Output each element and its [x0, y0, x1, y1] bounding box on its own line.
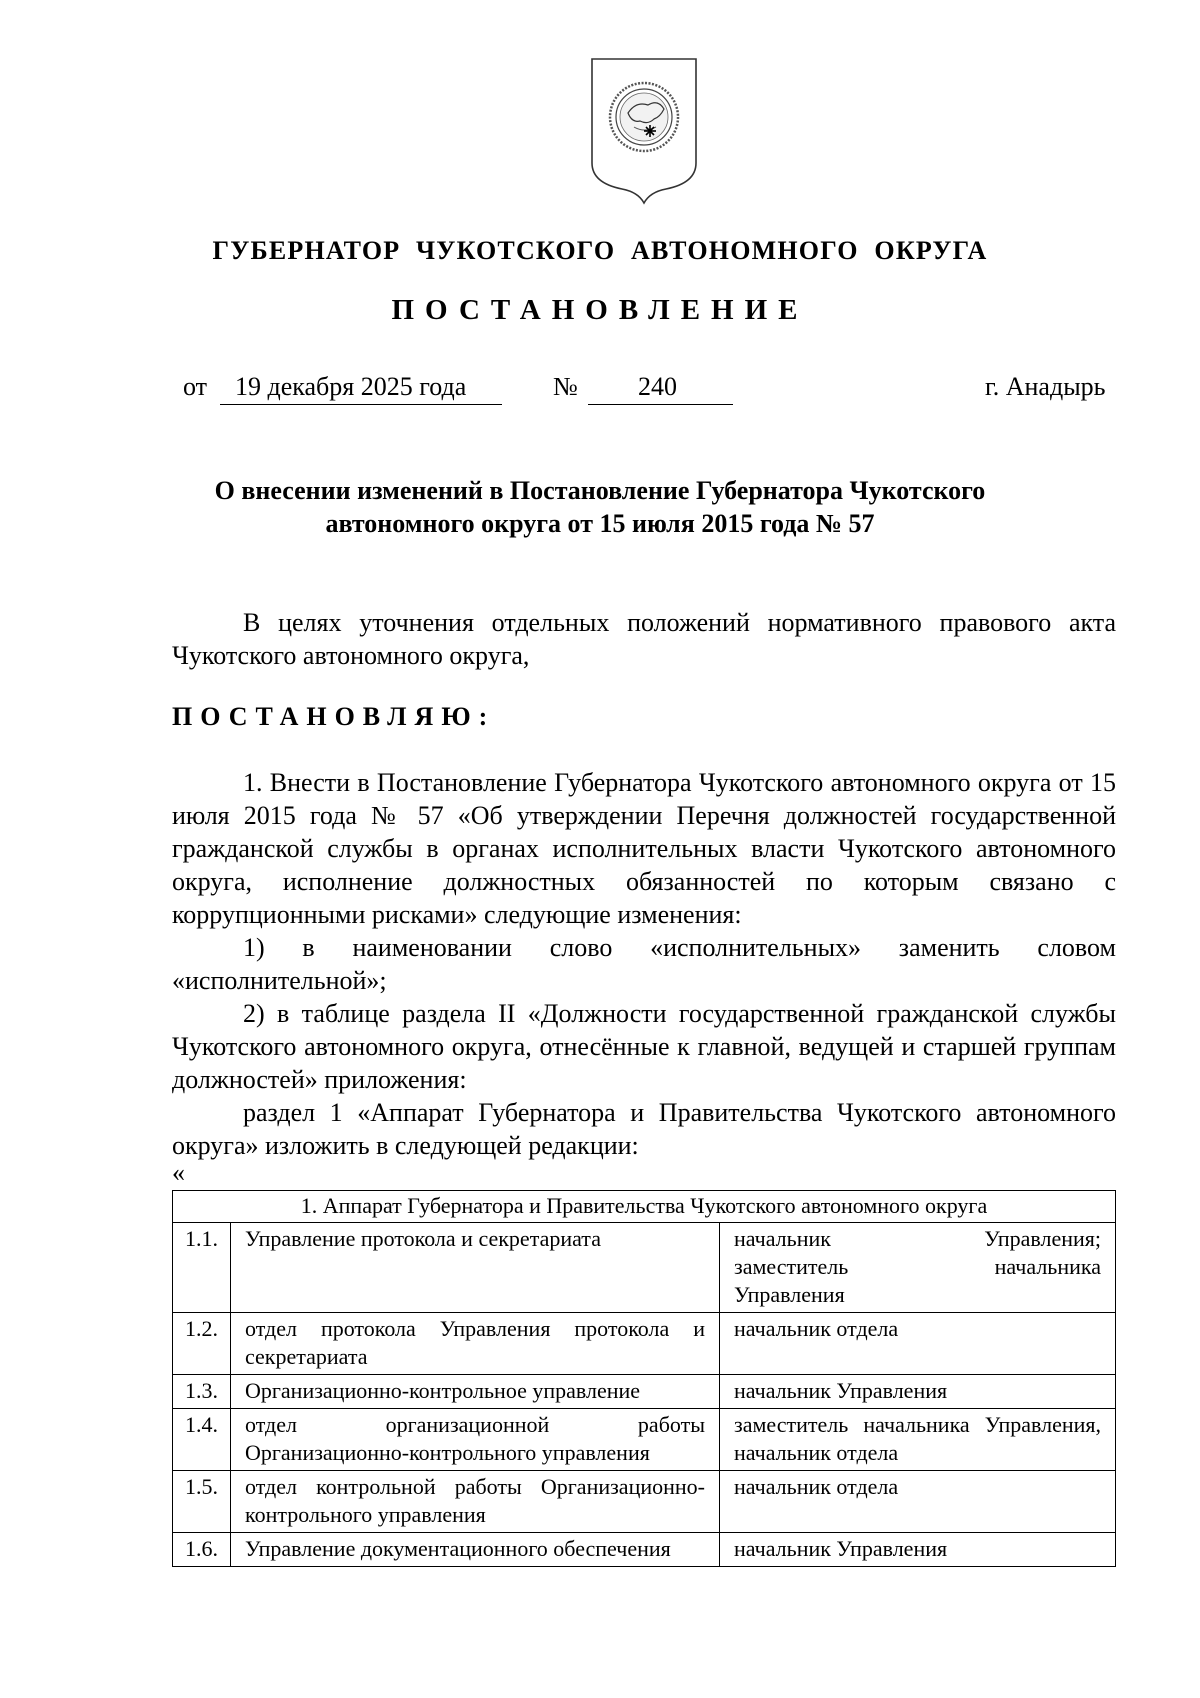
row-number: 1.2.: [173, 1313, 231, 1375]
document-date: 19 декабря 2025 года: [235, 372, 467, 401]
positions-table: [172, 1190, 1116, 1567]
subitem-3: раздел 1 «Аппарат Губернатора и Правительства Чукотского автономного округа» изложить в следующей редакции:: [172, 1098, 1116, 1160]
decree-word: ПОСТАНОВЛЯЮ:: [172, 702, 496, 731]
positions-line: начальник Управления;: [734, 1226, 1101, 1251]
positions-source: [734, 1309, 735, 1310]
item-1: 1. Внести в Постановление Губернатора Чукотского автономного округа от 15 июля 2015 года № 57 «Об утверждении Перечня должностей государственной гражданской службы в органах исполнительных власти Чукотского автономного округа, исполнение должностных обязанностей по которым связано с коррупционными рисками» следующие изменения:: [172, 768, 1116, 929]
table-row: [173, 1409, 1116, 1471]
subitem-2: 2) в таблице раздела II «Должности государственной гражданской службы Чукотского автономного округа, отнесённые к главной, ведущей и старшей группам должностей» приложения:: [172, 999, 1116, 1094]
table-row: [173, 1471, 1116, 1533]
positions-cell: начальник отдела: [720, 1471, 1116, 1533]
table-row: [173, 1223, 1116, 1313]
row-number: 1.5.: [173, 1471, 231, 1533]
city: г. Анадырь: [985, 372, 1106, 401]
unit-name: отдел протокола Управления протокола и секретариата: [231, 1313, 720, 1375]
open-quote: «: [172, 1158, 185, 1187]
date-underline: [220, 404, 502, 405]
preamble: В целях уточнения отдельных положений нормативного правового акта Чукотского автономного округа,: [172, 608, 1116, 670]
row-number: 1.1.: [173, 1223, 231, 1313]
table-row: [173, 1375, 1116, 1409]
document-subject: [150, 474, 1050, 540]
issuing-authority: ГУБЕРНАТОР ЧУКОТСКОГО АВТОНОМНОГО ОКРУГА: [212, 236, 988, 265]
date-label: от: [183, 372, 208, 401]
dateline: [0, 372, 1200, 406]
document-number: 240: [638, 372, 677, 401]
table-title-row: [173, 1191, 1116, 1223]
number-label: №: [553, 372, 578, 401]
positions-cell: начальник Управления: [720, 1533, 1116, 1567]
positions-cell: заместитель начальника Управления, начальник отдела: [720, 1409, 1116, 1471]
row-number: 1.3.: [173, 1375, 231, 1409]
positions-line: заместитель начальника: [734, 1254, 1101, 1279]
document-type: ПОСТАНОВЛЕНИЕ: [391, 294, 809, 326]
unit-name: отдел организационной работы Организационно-контрольного управления: [231, 1409, 720, 1471]
positions-cell: начальник Управления: [720, 1375, 1116, 1409]
positions-line: Управления: [734, 1282, 845, 1307]
table-title: 1. Аппарат Губернатора и Правительства Чукотского автономного округа: [173, 1191, 1116, 1223]
positions-cell: начальник отдела: [720, 1313, 1116, 1375]
table-row: [173, 1533, 1116, 1567]
table-row: [173, 1313, 1116, 1375]
subject-line-1: О внесении изменений в Постановление Губернатора Чукотского: [214, 476, 986, 505]
positions-cell: [720, 1223, 1116, 1313]
unit-name: Управление протокола и секретариата: [231, 1223, 720, 1313]
row-number: 1.6.: [173, 1533, 231, 1567]
subitem-1: 1) в наименовании слово «исполнительных» заменить словом «исполнительной»;: [172, 933, 1116, 995]
row-number: 1.4.: [173, 1409, 231, 1471]
subject-line-2: автономного округа от 15 июля 2015 года № 57: [325, 509, 875, 538]
unit-name: Организационно-контрольное управление: [231, 1375, 720, 1409]
unit-name: Управление документационного обеспечения: [231, 1533, 720, 1567]
coat-of-arms-emblem: [588, 55, 700, 205]
number-underline: [588, 404, 733, 405]
unit-name: отдел контрольной работы Организационно-контрольного управления: [231, 1471, 720, 1533]
